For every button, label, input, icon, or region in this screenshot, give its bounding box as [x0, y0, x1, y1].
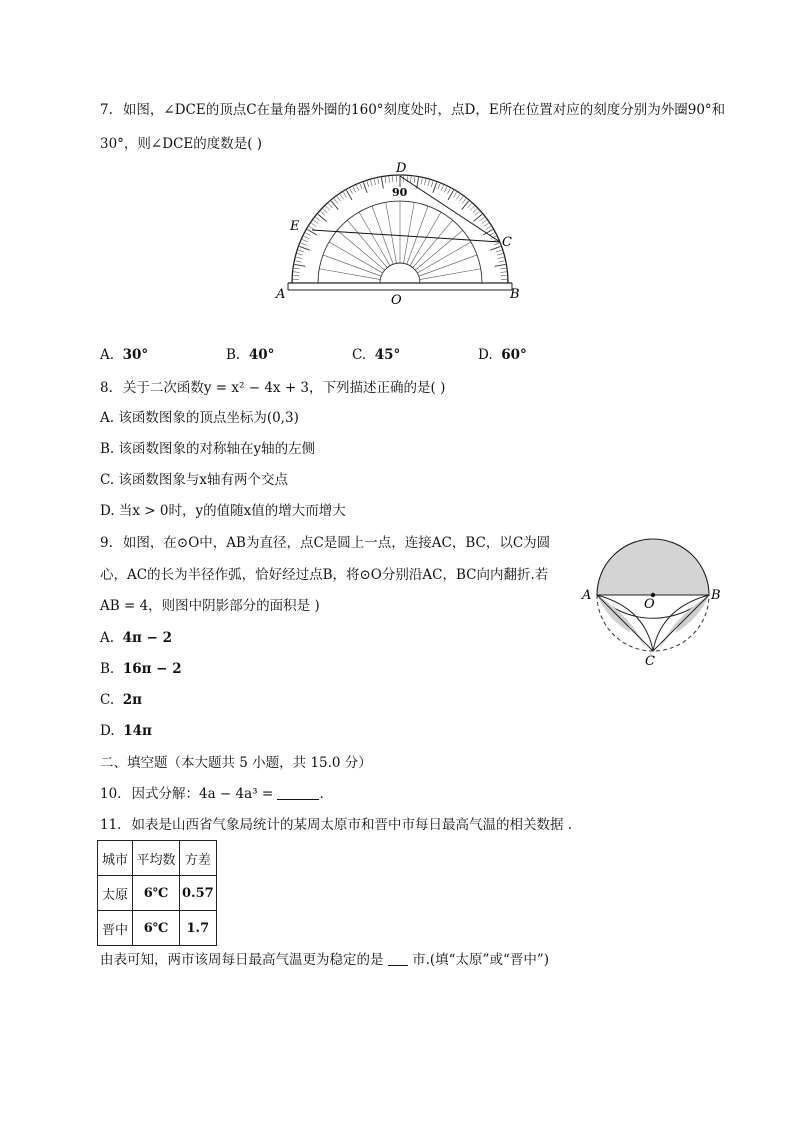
table-cell: 6℃ — [133, 911, 180, 946]
radial-line — [417, 242, 471, 273]
scale-tick — [438, 184, 440, 190]
segment-ec — [312, 230, 500, 242]
scale-tick — [343, 192, 346, 197]
scale-tick — [296, 257, 302, 258]
q9-option-a[interactable]: A. 4π − 2 — [100, 630, 173, 646]
q7-text-line1: 如图，∠DCE的顶点C在量角器外圈的160°刻度处时，点D，E所在位置对应的刻度分别为外圈90°和 — [122, 102, 726, 118]
section-heading: 二、填空题（本大题共 5 小题，共 15.0 分） — [100, 755, 372, 771]
q8-option-b[interactable]: B. 该函数图象的对称轴在y轴的左侧 — [100, 441, 316, 457]
table-row — [98, 876, 217, 911]
radial-line — [319, 269, 380, 280]
table-cell: 1.7 — [180, 911, 217, 946]
radial-line — [323, 255, 381, 276]
label-o: O — [644, 597, 655, 612]
label-c: C — [502, 235, 512, 250]
scale-tick — [347, 190, 353, 200]
radial-line — [419, 255, 477, 276]
scale-tick — [294, 268, 300, 269]
scale-tick — [353, 187, 356, 192]
q8-option-d[interactable]: D. 当x > 0时，y的值随x值的增大而增大 — [100, 503, 346, 519]
label-b: B — [510, 287, 520, 302]
q11-answer-blank[interactable] — [388, 951, 408, 966]
scale-tick — [374, 179, 375, 185]
radial-line — [410, 212, 441, 266]
scale-tick — [495, 264, 506, 266]
label-o: O — [391, 293, 402, 308]
scale-tick — [490, 246, 500, 250]
scale-tick — [421, 178, 422, 184]
q9-option-d[interactable]: D. 14π — [100, 723, 152, 739]
q10-stem: 10. 因式分解：4a − 4a³ = . — [100, 786, 324, 802]
q7-choice-c[interactable]: C. 45° — [352, 347, 401, 363]
table-row — [98, 911, 217, 946]
scale-tick — [363, 182, 367, 192]
scale-tick — [500, 268, 506, 269]
q8-option-a[interactable]: A. 该函数图象的顶点坐标为(0,3) — [100, 410, 299, 426]
q7-stem-line1 — [100, 100, 725, 120]
label-a: A — [582, 588, 592, 603]
scale-tick — [295, 261, 301, 262]
scale-tick — [323, 209, 327, 213]
scale-tick — [371, 180, 373, 186]
q9-stem-line2: 心，AC的长为半径作弧，恰好经过点B，将⊙O分别沿AC，BC向内翻折.若 — [100, 567, 549, 583]
q7-number: 7. — [100, 102, 113, 118]
q10-answer-blank[interactable] — [277, 785, 319, 800]
scale-tick — [378, 178, 379, 184]
scale-90-mark: 90 — [392, 186, 408, 199]
scale-tick — [468, 203, 472, 207]
scale-tick — [306, 233, 311, 236]
q7-stem-line2: 30°，则∠DCE的度数是( ) — [100, 136, 263, 152]
scale-tick — [444, 187, 447, 192]
scale-tick — [356, 185, 358, 190]
scale-tick — [411, 177, 412, 183]
scale-tick — [297, 254, 303, 256]
scale-tick — [498, 257, 504, 258]
q9-option-b[interactable]: B. 16π − 2 — [100, 661, 182, 677]
scale-tick — [499, 261, 505, 262]
scale-tick — [414, 177, 415, 183]
table-cell: 晋中 — [98, 911, 133, 946]
radial-line — [386, 202, 397, 263]
radial-line — [407, 206, 428, 264]
scale-tick — [299, 246, 309, 250]
label-b: B — [711, 588, 721, 603]
circle-fold-figure — [578, 532, 728, 672]
scale-tick — [367, 181, 369, 187]
q11-stem: 11. 如表是山西省气象局统计的某周太原市和晋中市每日最高气温的相关数据 . — [100, 817, 573, 833]
scale-tick — [441, 185, 443, 190]
scale-tick — [496, 250, 502, 252]
scale-tick — [456, 194, 459, 199]
scale-tick — [295, 264, 306, 266]
scale-tick — [470, 206, 474, 210]
label-d: D — [396, 161, 407, 176]
radial-line — [403, 202, 414, 263]
q10-number: 10. — [100, 786, 122, 802]
scale-tick — [447, 189, 450, 194]
scale-tick — [497, 254, 503, 256]
q7-choice-b[interactable]: B. 40° — [226, 347, 275, 363]
q9-number: 9. — [100, 535, 113, 551]
scale-tick — [494, 243, 500, 245]
scale-tick — [309, 226, 314, 229]
q8-option-c[interactable]: C. 该函数图象与x轴有两个交点 — [100, 472, 289, 488]
scale-tick — [316, 217, 321, 221]
q9-option-c[interactable]: C. 2π — [100, 692, 143, 708]
label-e: E — [290, 219, 300, 234]
scale-tick — [389, 177, 390, 183]
scale-tick — [500, 272, 506, 273]
scale-tick — [350, 189, 353, 194]
scale-tick — [482, 220, 487, 224]
scale-tick — [304, 236, 309, 239]
scale-tick — [431, 181, 433, 187]
q8-stem: 8. 关于二次函数y = x² − 4x + 3，下列描述正确的是( ) — [100, 380, 446, 396]
table-cell: 6℃ — [133, 876, 180, 911]
scale-tick — [381, 178, 383, 189]
scale-tick — [302, 239, 307, 241]
scale-tick — [360, 184, 362, 190]
scale-tick — [320, 211, 324, 215]
q11-tail: 由表可知，两市该周每日最高气温更为稳定的是 市.(填“太原”或“晋中”) — [100, 952, 550, 968]
scale-tick — [473, 209, 477, 213]
table-header-cell: 方差 — [180, 841, 217, 876]
q9-stem-line1: 9. 如图，在⊙O中，AB为直径，点C是圆上一点，连接AC，BC，以C为圆 — [100, 535, 551, 551]
q8-number: 8. — [100, 380, 113, 396]
table-header-row — [98, 841, 217, 876]
table-header-cell: 平均数 — [133, 841, 180, 876]
scale-tick — [424, 179, 425, 185]
scale-tick — [433, 182, 437, 192]
q7-choice-a[interactable]: A. 30° — [100, 347, 149, 363]
table-cell: 太原 — [98, 876, 133, 911]
q9-stem-line3: AB = 4，则图中阴影部分的面积是 ) — [100, 598, 320, 614]
scale-tick — [313, 220, 318, 224]
temperature-table — [97, 840, 217, 946]
scale-tick — [475, 211, 479, 215]
scale-tick — [454, 192, 457, 197]
scale-tick — [328, 203, 332, 207]
table-cell: 0.57 — [180, 876, 217, 911]
scale-tick — [459, 196, 463, 201]
label-c: C — [645, 654, 655, 669]
scale-tick — [298, 250, 304, 252]
table-header-cell: 城市 — [98, 841, 133, 876]
scale-tick — [462, 199, 466, 204]
scale-tick — [486, 226, 491, 229]
scale-tick — [480, 217, 485, 221]
radial-line — [359, 212, 390, 266]
scale-tick — [301, 243, 307, 245]
protractor-figure — [270, 158, 530, 308]
scale-tick — [311, 223, 316, 226]
radial-line — [420, 269, 481, 280]
scale-tick — [337, 196, 341, 201]
scale-tick — [326, 206, 330, 210]
scale-tick — [428, 180, 430, 186]
q11-number: 11. — [100, 817, 122, 833]
scale-tick — [294, 272, 300, 273]
q7-choice-d[interactable]: D. 60° — [478, 347, 527, 363]
scale-tick — [448, 190, 454, 200]
upper-semicircle-shaded — [597, 539, 709, 595]
scale-tick — [340, 194, 343, 199]
scale-tick — [385, 177, 386, 183]
scale-tick — [484, 223, 489, 226]
scale-tick — [334, 199, 338, 204]
label-a: A — [276, 287, 286, 302]
radial-line — [329, 242, 383, 273]
segment-dc — [400, 176, 500, 242]
